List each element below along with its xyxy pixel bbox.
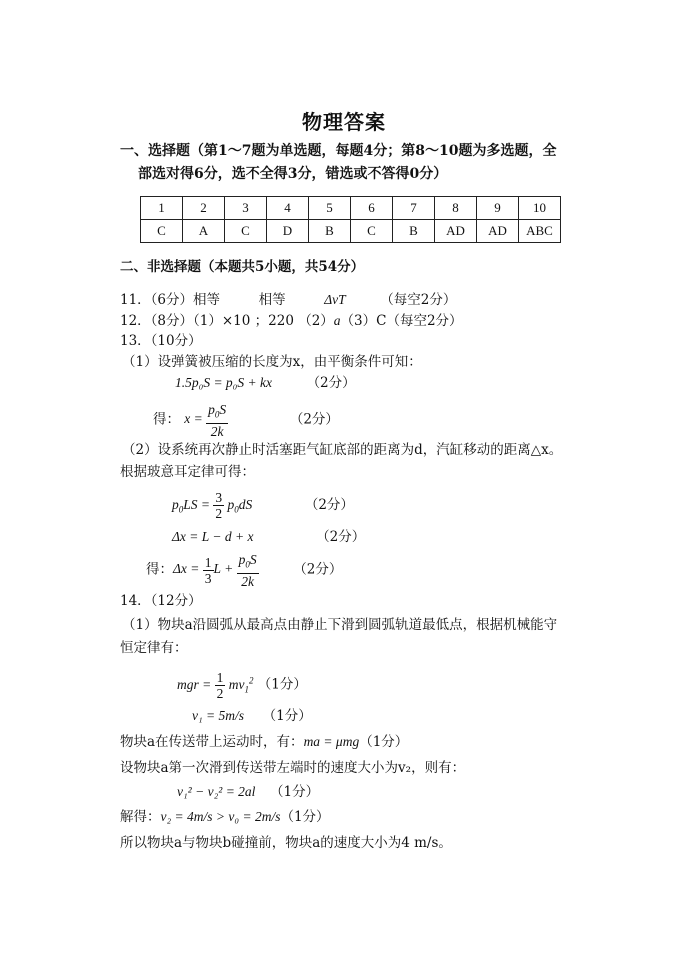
table-cell: AD: [435, 220, 477, 243]
q13-part2-text: （2）设系统再次静止时活塞距气缸底部的距离为d，汽缸移动的距离△x。: [122, 442, 563, 458]
q14-step1-points: （1分）: [359, 734, 409, 750]
table-cell: B: [309, 220, 351, 243]
q14-eq2: v₁ = 5m/s: [192, 708, 245, 723]
q14-step1-eq: ma = μmg: [303, 734, 360, 749]
table-cell: C: [141, 220, 183, 243]
table-cell: 8: [435, 197, 477, 220]
table-cell: B: [393, 220, 435, 243]
q11-note: （每空2分）: [380, 292, 457, 308]
table-cell: 9: [477, 197, 519, 220]
q13-part2-text2: 根据玻意耳定律可得：: [120, 464, 255, 480]
table-cell: 2: [183, 197, 225, 220]
table-cell: 4: [267, 197, 309, 220]
q13-eq1-points: （2分）: [306, 375, 356, 391]
table-cell: 6: [351, 197, 393, 220]
q13-de-label-2: 得：: [146, 561, 173, 578]
table-cell: AD: [477, 220, 519, 243]
q11-answer2: 相等: [258, 292, 286, 308]
q14-eq1-points: （1分）: [257, 676, 307, 693]
q13-header: 13．（10分）: [120, 333, 202, 349]
fraction: $\frac{1}{3}$: [204, 554, 212, 586]
answer-table-number-row: [141, 197, 561, 220]
q11-answer3: ΔvT: [324, 292, 346, 307]
q14-header: 14．（12分）: [120, 593, 202, 609]
q13-eq4-line: [172, 527, 365, 547]
q13-eq4: Δx = L − d + x: [172, 529, 254, 544]
table-cell: 1: [141, 197, 183, 220]
q12-answer-a: a: [333, 313, 341, 328]
table-cell: A: [183, 220, 225, 243]
table-cell: 5: [309, 197, 351, 220]
table-cell: 7: [393, 197, 435, 220]
q13-eq5-line: [146, 552, 342, 589]
q14-step2-text: 设物块a第一次滑到传送带左端时的速度大小为v₂，则有：: [120, 760, 466, 776]
q13-eq1: 1.5p₀S = p₀S + kx: [175, 375, 272, 390]
q13-eq2: x = $\frac{p_0S}{2k}$: [184, 402, 227, 439]
section1-heading-line2: 部选对得6分，选不全得3分，错选或不答得0分）: [138, 166, 448, 182]
q13-eq5-points: （2分）: [293, 561, 343, 578]
page-title: 物理答案: [302, 110, 386, 134]
fraction: $\frac{p_0S}{2k}$: [208, 402, 227, 439]
q12-line: [120, 311, 463, 331]
q14-step2-eq: v₁² − v₂² = 2al: [177, 784, 256, 799]
q14-eq1: mgr = $\frac{1}{2}$ $mv_1^2$: [177, 669, 254, 701]
section1-heading-line1: 一、选择题（第1～7题为单选题，每题4分；第8～10题为多选题，全: [120, 143, 557, 159]
q14-step2-points: （1分）: [270, 784, 320, 800]
q13-eq3: $p_0LS$ = $\frac{3}{2}$ $p_0dS$: [172, 490, 253, 522]
q14-conclusion: 所以物块a与物块b碰撞前，物块a的速度大小为4 m/s。: [120, 835, 452, 851]
table-cell: C: [225, 220, 267, 243]
q11-line: [120, 290, 456, 310]
q14-step3-eq: v₂ = 4m/s > v₀ = 2m/s: [160, 809, 281, 824]
fraction: $\frac{3}{2}$: [215, 490, 223, 522]
q14-step2-eq-line: [177, 782, 319, 802]
q13-eq3-points: （2分）: [304, 497, 354, 513]
q14-part1-text: （1）物块a沿圆弧从最高点由静止下滑到圆弧轨道最低点，根据机械能守: [122, 617, 558, 633]
q13-eq2-line: [153, 402, 339, 439]
q14-step1-text: 物块a在传送带上运动时，有：: [120, 734, 304, 750]
answer-table-answer-row: [141, 220, 561, 243]
table-cell: C: [351, 220, 393, 243]
q14-eq2-line: [192, 706, 312, 726]
fraction: $\frac{1}{2}$: [216, 669, 224, 701]
q13-de-label: 得：: [153, 411, 180, 428]
q12-rest: （3）C（每空2分）: [340, 313, 463, 329]
q13-eq5: Δx = $\frac{1}{3}$ L + $\frac{p_0S}{2k}$: [173, 552, 257, 589]
q14-step3-points: （1分）: [280, 809, 330, 825]
table-cell: ABC: [519, 220, 561, 243]
table-cell: D: [267, 220, 309, 243]
q12-text: 12．（8分）（1）×10 ；220 （2）: [120, 313, 334, 329]
fraction: $\frac{p_0S}{2k}$: [238, 552, 257, 589]
q13-part1-text: （1）设弹簧被压缩的长度为x，由平衡条件可知：: [122, 354, 422, 370]
q14-step3-line: [120, 807, 330, 827]
q11-prefix: 11．（6分）相等: [120, 292, 221, 308]
table-cell: 10: [519, 197, 561, 220]
q14-step1-line: [120, 732, 408, 752]
q14-part1-text2: 恒定律有：: [120, 640, 188, 656]
q13-eq2-points: （2分）: [289, 411, 339, 428]
table-cell: 3: [225, 197, 267, 220]
q13-eq1-line: [175, 373, 356, 393]
q13-eq3-line: [172, 490, 354, 525]
section2-heading: 二、非选择题（本题共5小题，共54分）: [120, 259, 365, 275]
q14-eq2-points: （1分）: [262, 708, 312, 724]
q14-step3-text: 解得：: [120, 809, 161, 825]
q14-eq1-line: [177, 664, 307, 705]
q13-eq4-points: （2分）: [316, 529, 366, 545]
answer-table: [140, 196, 561, 243]
